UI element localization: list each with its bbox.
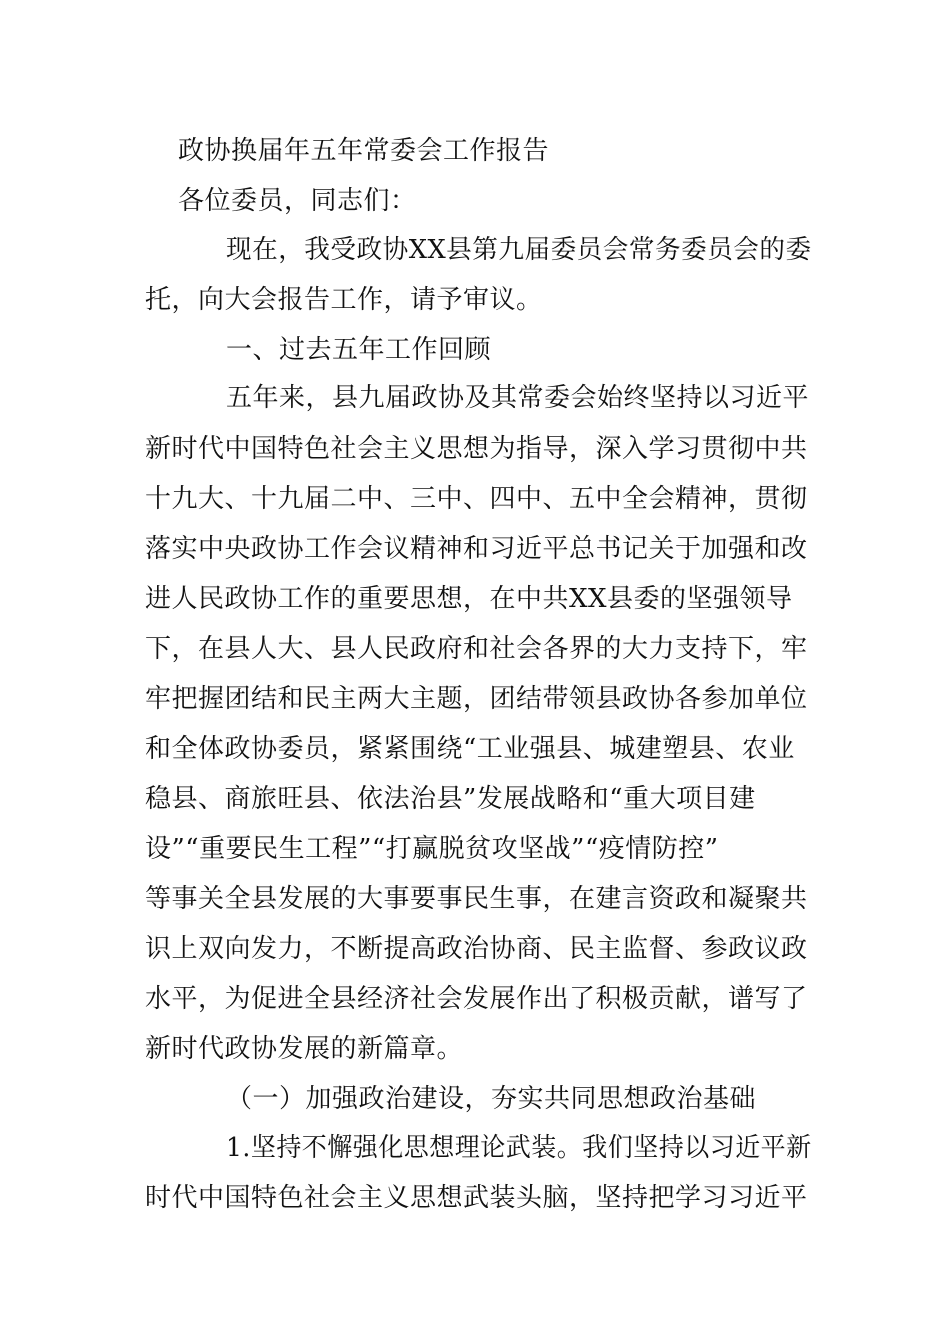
- subsection-heading: （一）加强政治建设，夯实共同思想政治基础: [226, 1084, 757, 1114]
- section-heading: 一、过去五年工作回顾: [226, 335, 492, 365]
- paragraph-line: 识上双向发力，不断提高政治协商、民主监督、参政议政: [145, 934, 808, 964]
- paragraph-line: 五年来，县九届政协及其常委会始终坚持以习近平: [226, 383, 810, 413]
- paragraph-line: 新时代政协发展的新篇章。: [145, 1034, 464, 1064]
- paragraph-line: 水平，为促进全县经济社会发展作出了积极贡献，谱写了: [145, 984, 808, 1014]
- intro-line-2: 托，向大会报告工作，请予审议。: [145, 285, 543, 315]
- paragraph-line: 新时代中国特色社会主义思想为指导，深入学习贯彻中共: [145, 434, 808, 464]
- paragraph-line: 下，在县人大、县人民政府和社会各界的大力支持下，牢: [145, 634, 808, 664]
- paragraph-line: 设”“重要民生工程”“打赢脱贫攻坚战”“疫情防控”: [145, 834, 719, 864]
- paragraph-line: 牢把握团结和民主两大主题，团结带领县政协各参加单位: [145, 684, 808, 714]
- paragraph-line: 等事关全县发展的大事要事民生事，在建言资政和凝聚共: [145, 884, 808, 914]
- paragraph-line: 时代中国特色社会主义思想武装头脑，坚持把学习习近平: [145, 1183, 808, 1213]
- paragraph-line: 进人民政协工作的重要思想，在中共XX县委的坚强领导: [145, 584, 793, 614]
- paragraph-line: 落实中央政协工作会议精神和习近平总书记关于加强和改: [145, 534, 808, 564]
- document-title: 政协换届年五年常委会工作报告: [178, 136, 550, 166]
- paragraph-line: 稳县、商旅旺县、依法治县”发展战略和“重大项目建: [145, 784, 756, 814]
- paragraph-line: 1.坚持不懈强化思想理论武装。我们坚持以习近平新: [226, 1133, 812, 1163]
- salutation: 各位委员，同志们：: [178, 186, 417, 216]
- paragraph-line: 和全体政协委员，紧紧围绕“工业强县、城建塑县、农业: [145, 734, 795, 764]
- paragraph-line: 十九大、十九届二中、三中、四中、五中全会精神，贯彻: [145, 484, 808, 514]
- intro-line-1: 现在，我受政协XX县第九届委员会常务委员会的委: [226, 235, 812, 265]
